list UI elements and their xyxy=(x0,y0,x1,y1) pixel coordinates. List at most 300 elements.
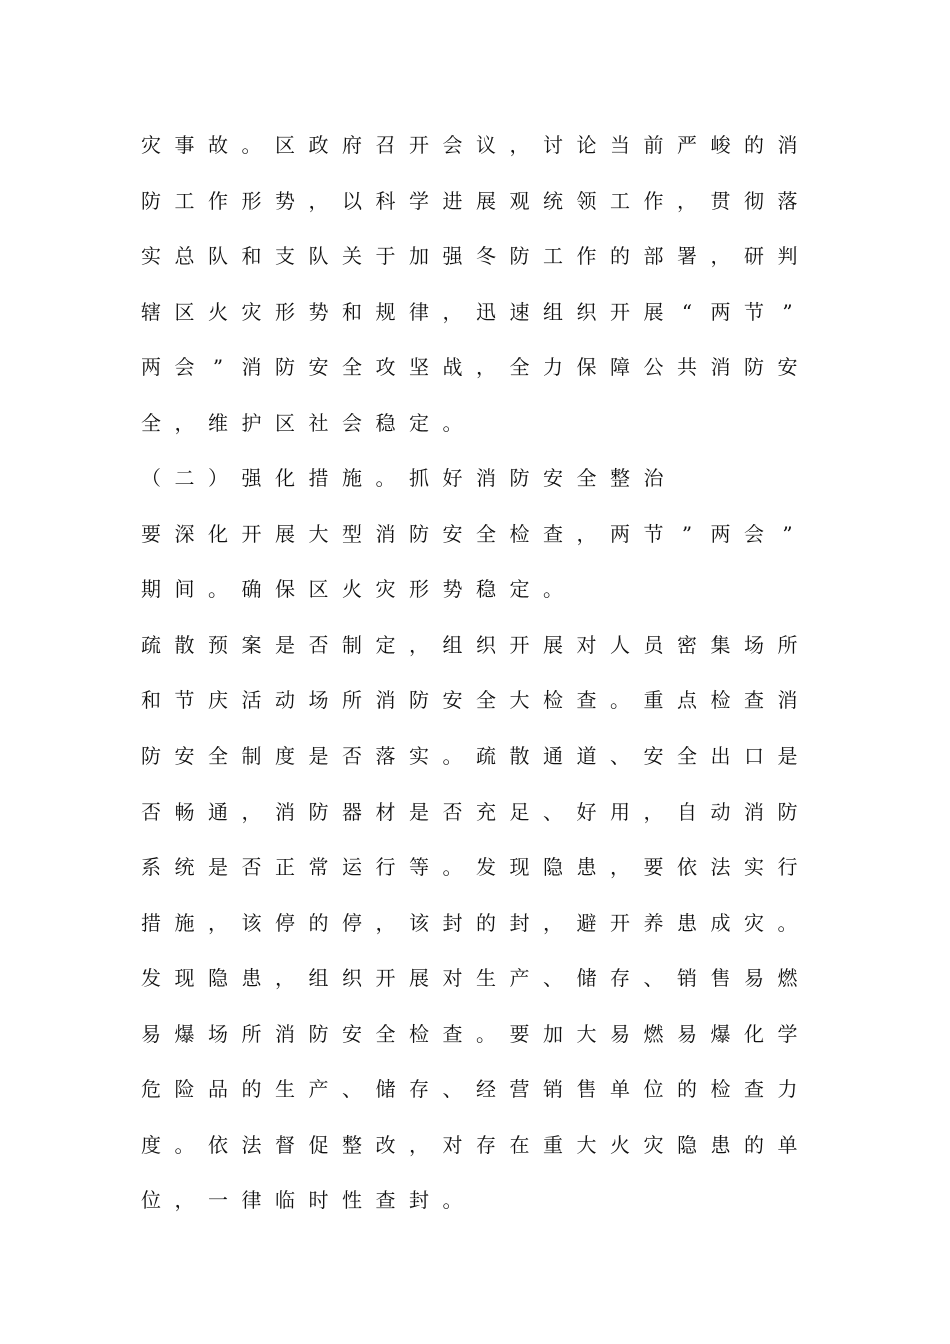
text-glyph: 的 xyxy=(610,244,630,268)
text-glyph: 、 xyxy=(643,966,664,990)
text-glyph: 。 xyxy=(208,577,228,601)
text-glyph: 存 xyxy=(409,1077,429,1101)
text-glyph: 。 xyxy=(442,744,463,768)
text-glyph: 生 xyxy=(275,1077,295,1101)
text-glyph: 用 xyxy=(610,800,630,824)
text-glyph: 、 xyxy=(610,744,630,768)
text-glyph: 危 xyxy=(141,1077,161,1101)
text-glyph: 销 xyxy=(677,966,697,990)
text-glyph: 案 xyxy=(241,633,262,657)
text-glyph: 改 xyxy=(375,1133,396,1157)
text-glyph: ， xyxy=(509,133,530,157)
text-glyph: 和 xyxy=(241,244,262,268)
text-glyph: 该 xyxy=(241,911,262,935)
text-glyph: 防 xyxy=(777,800,798,824)
text-glyph: 、 xyxy=(442,1077,463,1101)
text-glyph: ” xyxy=(782,522,793,546)
text-glyph: 消 xyxy=(710,355,731,379)
text-glyph: 节 xyxy=(744,300,764,324)
text-glyph: 。 xyxy=(777,911,798,935)
text-glyph: 落 xyxy=(375,744,396,768)
text-glyph: 统 xyxy=(174,855,195,879)
text-glyph: 消 xyxy=(375,522,396,546)
text-glyph: 峻 xyxy=(710,133,731,157)
text-glyph: 的 xyxy=(241,1077,262,1101)
text-glyph: 品 xyxy=(208,1077,228,1101)
text-glyph: 贯 xyxy=(710,189,731,213)
text-glyph: 对 xyxy=(442,966,463,990)
text-glyph: 进 xyxy=(442,189,463,213)
text-glyph: 会 xyxy=(442,133,463,157)
text-glyph: 重 xyxy=(643,688,664,712)
text-glyph: 疏 xyxy=(141,633,161,657)
text-glyph: 对 xyxy=(442,1133,463,1157)
text-glyph: 区 xyxy=(275,133,295,157)
text-glyph: 化 xyxy=(744,1022,764,1046)
text-glyph: 关 xyxy=(342,244,362,268)
text-glyph: 要 xyxy=(141,522,161,546)
text-glyph: 场 xyxy=(208,1022,228,1046)
text-glyph: 署 xyxy=(677,244,697,268)
text-glyph: 燃 xyxy=(643,1022,664,1046)
text-glyph: 。 xyxy=(442,855,463,879)
text-glyph: 消 xyxy=(476,466,496,490)
text-glyph: 检 xyxy=(710,688,731,712)
text-glyph: 发 xyxy=(141,966,161,990)
text-glyph: 社 xyxy=(308,411,329,435)
text-glyph: 材 xyxy=(375,800,396,824)
text-glyph: ， xyxy=(610,855,630,879)
text-glyph: 势 xyxy=(275,189,295,213)
text-glyph: 全 xyxy=(509,355,530,379)
text-glyph: 组 xyxy=(442,633,463,657)
text-glyph: 要 xyxy=(509,1022,530,1046)
text-glyph: 律 xyxy=(409,300,429,324)
text-glyph: 迅 xyxy=(476,300,496,324)
text-glyph: ， xyxy=(241,800,262,824)
text-glyph: 在 xyxy=(509,1133,530,1157)
text-glyph: 势 xyxy=(308,300,329,324)
text-glyph: 科 xyxy=(375,189,396,213)
text-glyph: 全 xyxy=(476,522,496,546)
text-glyph: 灾 xyxy=(744,911,764,935)
text-glyph: 节 xyxy=(643,522,664,546)
text-glyph: 好 xyxy=(442,466,463,490)
text-glyph: 。 xyxy=(442,1188,463,1212)
text-glyph: 消 xyxy=(275,800,295,824)
text-glyph: 爆 xyxy=(710,1022,731,1046)
text-glyph: 防 xyxy=(509,244,530,268)
text-glyph: 要 xyxy=(643,855,664,879)
text-glyph: 动 xyxy=(275,688,295,712)
text-glyph: 工 xyxy=(543,244,563,268)
text-glyph: 查 xyxy=(442,1022,463,1046)
text-glyph: 措 xyxy=(308,466,329,490)
text-glyph: 大 xyxy=(576,1133,597,1157)
text-glyph: 组 xyxy=(308,966,329,990)
text-glyph: 形 xyxy=(241,189,262,213)
text-glyph: 实 xyxy=(141,244,161,268)
text-glyph: 障 xyxy=(610,355,630,379)
text-glyph: 织 xyxy=(342,966,362,990)
text-glyph: 是 xyxy=(777,744,798,768)
text-glyph: 位 xyxy=(643,1077,664,1101)
text-glyph: 事 xyxy=(174,133,195,157)
text-glyph: 停 xyxy=(342,911,362,935)
text-glyph: 护 xyxy=(241,411,262,435)
text-glyph: 大 xyxy=(509,688,530,712)
text-glyph: 攻 xyxy=(375,355,396,379)
text-glyph: 化 xyxy=(208,522,228,546)
text-glyph: 口 xyxy=(744,744,764,768)
text-glyph: 燃 xyxy=(777,966,798,990)
text-glyph: 间 xyxy=(174,577,195,601)
text-glyph: 道 xyxy=(576,744,597,768)
text-glyph: 于 xyxy=(375,244,396,268)
text-glyph: 会 xyxy=(342,411,362,435)
text-glyph: 消 xyxy=(241,355,262,379)
text-glyph: 现 xyxy=(509,855,530,879)
text-glyph: 。 xyxy=(241,133,262,157)
text-glyph: 通 xyxy=(543,744,563,768)
text-glyph: 大 xyxy=(308,522,329,546)
text-glyph: 开 xyxy=(241,522,262,546)
text-glyph: 强 xyxy=(241,466,262,490)
text-glyph: 学 xyxy=(777,1022,798,1046)
text-glyph: 发 xyxy=(476,855,496,879)
text-glyph: 灾 xyxy=(141,133,161,157)
text-glyph: 该 xyxy=(409,911,429,935)
text-glyph: 场 xyxy=(744,633,764,657)
text-glyph: 灾 xyxy=(241,300,262,324)
text-glyph: ， xyxy=(677,189,697,213)
text-glyph: 消 xyxy=(375,688,396,712)
text-glyph: 经 xyxy=(476,1077,496,1101)
text-glyph: ， xyxy=(576,522,597,546)
text-glyph: 产 xyxy=(308,1077,329,1101)
text-glyph: 检 xyxy=(543,688,563,712)
text-glyph: ， xyxy=(543,911,563,935)
text-glyph: 停 xyxy=(275,911,295,935)
text-glyph: 产 xyxy=(509,966,530,990)
text-glyph: 强 xyxy=(442,244,463,268)
text-glyph: 防 xyxy=(409,522,429,546)
text-glyph: 消 xyxy=(744,800,764,824)
text-glyph: 点 xyxy=(677,688,697,712)
text-glyph: 加 xyxy=(543,1022,563,1046)
text-glyph: 稳 xyxy=(476,577,496,601)
text-glyph: 是 xyxy=(275,633,295,657)
text-glyph: 区 xyxy=(308,577,329,601)
text-glyph: 患 xyxy=(241,966,262,990)
text-glyph: 故 xyxy=(208,133,228,157)
text-glyph: 患 xyxy=(710,1133,731,1157)
text-glyph: 检 xyxy=(710,1077,731,1101)
text-glyph: 患 xyxy=(576,855,597,879)
text-glyph: 否 xyxy=(442,800,463,824)
text-glyph: 重 xyxy=(543,1133,563,1157)
text-glyph: 安 xyxy=(308,355,329,379)
text-glyph: 售 xyxy=(576,1077,597,1101)
text-glyph: 工 xyxy=(174,189,195,213)
text-glyph: 开 xyxy=(375,966,396,990)
text-glyph: 封 xyxy=(509,911,530,935)
text-glyph: 隐 xyxy=(543,855,563,879)
text-glyph: 好 xyxy=(576,800,597,824)
text-glyph: 防 xyxy=(275,355,295,379)
text-glyph: 依 xyxy=(677,855,697,879)
text-glyph: 是 xyxy=(208,855,228,879)
text-glyph: 开 xyxy=(409,133,429,157)
text-glyph: 府 xyxy=(342,133,362,157)
text-glyph: 患 xyxy=(677,911,697,935)
text-glyph: 养 xyxy=(643,911,664,935)
text-glyph: 的 xyxy=(476,911,496,935)
text-glyph: 支 xyxy=(275,244,295,268)
text-glyph: 易 xyxy=(141,1022,161,1046)
text-glyph: 火 xyxy=(342,577,362,601)
text-glyph: 判 xyxy=(777,244,798,268)
text-glyph: 速 xyxy=(509,300,530,324)
text-glyph: ） xyxy=(208,466,228,490)
text-glyph: 。 xyxy=(610,688,630,712)
text-glyph: ， xyxy=(476,355,496,379)
text-glyph: 隐 xyxy=(677,1133,697,1157)
text-glyph: 部 xyxy=(643,244,664,268)
text-glyph: 安 xyxy=(174,744,195,768)
text-glyph: 督 xyxy=(275,1133,295,1157)
text-glyph: 爆 xyxy=(174,1022,195,1046)
text-glyph: ， xyxy=(643,800,664,824)
text-glyph: 成 xyxy=(710,911,731,935)
text-glyph: 维 xyxy=(208,411,228,435)
text-glyph: ， xyxy=(375,911,396,935)
text-glyph: 二 xyxy=(174,466,195,490)
text-glyph: 防 xyxy=(509,466,530,490)
text-glyph: ， xyxy=(208,911,228,935)
text-glyph: 查 xyxy=(375,1188,396,1212)
text-glyph: 展 xyxy=(643,300,664,324)
text-glyph: 密 xyxy=(677,633,697,657)
text-glyph: 、 xyxy=(543,966,563,990)
text-glyph: 织 xyxy=(576,300,597,324)
text-glyph: 依 xyxy=(208,1133,228,1157)
text-glyph: 展 xyxy=(543,633,563,657)
text-glyph: 消 xyxy=(275,1022,295,1046)
text-glyph: 防 xyxy=(409,688,429,712)
text-glyph: 单 xyxy=(610,1077,630,1101)
text-glyph: 安 xyxy=(442,688,463,712)
text-glyph: 。 xyxy=(442,411,463,435)
text-glyph: 所 xyxy=(777,633,798,657)
text-glyph: 火 xyxy=(610,1133,630,1157)
text-glyph: 公 xyxy=(643,355,664,379)
text-glyph: 足 xyxy=(509,800,530,824)
text-glyph: 开 xyxy=(509,633,530,657)
text-glyph: 型 xyxy=(342,522,362,546)
text-glyph: 全 xyxy=(476,688,496,712)
text-glyph: 定 xyxy=(509,577,530,601)
text-glyph: 区 xyxy=(275,411,295,435)
text-glyph: 以 xyxy=(342,189,362,213)
text-glyph: ， xyxy=(174,411,195,435)
text-glyph: 查 xyxy=(744,688,764,712)
text-glyph: 安 xyxy=(442,522,463,546)
text-glyph: 集 xyxy=(710,633,731,657)
text-glyph: 所 xyxy=(342,688,362,712)
text-glyph: 查 xyxy=(543,522,563,546)
text-glyph: 行 xyxy=(777,855,798,879)
text-glyph: 加 xyxy=(409,244,429,268)
text-glyph: 封 xyxy=(409,1188,429,1212)
text-glyph: 法 xyxy=(241,1133,262,1157)
text-glyph: ， xyxy=(275,966,295,990)
text-glyph: 疏 xyxy=(476,744,496,768)
text-glyph: ， xyxy=(409,633,429,657)
text-glyph: 是 xyxy=(409,800,429,824)
text-glyph: 讨 xyxy=(543,133,563,157)
text-glyph: 作 xyxy=(208,189,228,213)
text-glyph: 两 xyxy=(710,300,731,324)
text-glyph: 前 xyxy=(643,133,664,157)
text-glyph: 安 xyxy=(342,1022,362,1046)
text-glyph: 当 xyxy=(610,133,630,157)
text-glyph: 否 xyxy=(308,633,329,657)
text-glyph: 严 xyxy=(677,133,697,157)
text-glyph: 现 xyxy=(174,966,195,990)
text-glyph: 冬 xyxy=(476,244,496,268)
text-glyph: 期 xyxy=(141,577,161,601)
text-glyph: 统 xyxy=(543,189,563,213)
text-glyph: ， xyxy=(710,244,731,268)
text-glyph: 防 xyxy=(141,189,161,213)
text-glyph: 生 xyxy=(476,966,496,990)
text-glyph: 对 xyxy=(576,633,597,657)
text-glyph: 稳 xyxy=(375,411,396,435)
text-glyph: 灾 xyxy=(643,1133,664,1157)
text-glyph: 队 xyxy=(308,244,329,268)
text-glyph: 领 xyxy=(576,189,597,213)
text-glyph: 的 xyxy=(308,911,329,935)
text-glyph: 行 xyxy=(375,855,396,879)
text-glyph: 区 xyxy=(174,300,195,324)
text-glyph: 制 xyxy=(342,633,362,657)
text-glyph: 促 xyxy=(308,1133,329,1157)
text-glyph: 全 xyxy=(677,744,697,768)
text-glyph: 隐 xyxy=(208,966,228,990)
text-glyph: 展 xyxy=(409,966,429,990)
text-glyph: 散 xyxy=(174,633,195,657)
text-glyph: 形 xyxy=(409,577,429,601)
text-glyph: ， xyxy=(174,1188,195,1212)
text-glyph: 畅 xyxy=(174,800,195,824)
text-glyph: 深 xyxy=(174,522,195,546)
text-glyph: 通 xyxy=(208,800,228,824)
text-glyph: 系 xyxy=(141,855,161,879)
text-glyph: 活 xyxy=(241,688,262,712)
text-glyph: 人 xyxy=(610,633,630,657)
text-glyph: 律 xyxy=(241,1188,262,1212)
text-glyph: 规 xyxy=(375,300,396,324)
text-glyph: 定 xyxy=(375,633,396,657)
text-glyph: 单 xyxy=(777,1133,798,1157)
text-glyph: 开 xyxy=(610,300,630,324)
text-glyph: 、 xyxy=(543,800,563,824)
text-glyph: 整 xyxy=(342,1133,362,1157)
text-glyph: 论 xyxy=(576,133,597,157)
text-glyph: 确 xyxy=(241,577,262,601)
text-glyph: 和 xyxy=(342,300,362,324)
text-glyph: 火 xyxy=(208,300,228,324)
text-glyph: 保 xyxy=(576,355,597,379)
text-glyph: 员 xyxy=(643,633,664,657)
text-glyph: 位 xyxy=(141,1188,161,1212)
text-glyph: 全 xyxy=(141,411,161,435)
text-glyph: 。 xyxy=(174,1133,195,1157)
text-glyph: 作 xyxy=(576,244,597,268)
text-glyph: 预 xyxy=(208,633,228,657)
text-glyph: ” xyxy=(212,355,224,379)
text-glyph: ， xyxy=(409,1133,429,1157)
text-glyph: 。 xyxy=(543,577,563,601)
text-glyph: 储 xyxy=(375,1077,396,1101)
text-glyph: 是 xyxy=(308,744,329,768)
text-glyph: 保 xyxy=(275,577,295,601)
text-glyph: 实 xyxy=(744,855,764,879)
text-glyph: 化 xyxy=(275,466,295,490)
text-glyph: 两 xyxy=(610,522,630,546)
text-glyph: 定 xyxy=(409,411,429,435)
text-glyph: 全 xyxy=(208,744,228,768)
text-glyph: 易 xyxy=(610,1022,630,1046)
text-glyph: 所 xyxy=(241,1022,262,1046)
text-glyph: 大 xyxy=(576,1022,597,1046)
text-glyph: 工 xyxy=(610,189,630,213)
text-glyph: 等 xyxy=(409,855,429,879)
text-glyph: ” xyxy=(782,300,793,324)
text-glyph: 消 xyxy=(777,688,798,712)
text-glyph: 法 xyxy=(710,855,731,879)
text-glyph: 彻 xyxy=(744,189,764,213)
text-glyph: 会 xyxy=(174,355,195,379)
text-glyph: 的 xyxy=(677,1077,697,1101)
text-glyph: 展 xyxy=(476,189,496,213)
text-glyph: 力 xyxy=(543,355,563,379)
text-glyph: 运 xyxy=(342,855,362,879)
text-glyph: 制 xyxy=(241,744,262,768)
text-glyph: 安 xyxy=(543,466,563,490)
text-glyph: 抓 xyxy=(409,466,429,490)
text-glyph: 、 xyxy=(342,1077,362,1101)
text-glyph: 整 xyxy=(610,466,630,490)
text-glyph: 时 xyxy=(308,1188,329,1212)
text-glyph: 安 xyxy=(643,744,664,768)
text-glyph: 防 xyxy=(744,355,764,379)
text-glyph: 的 xyxy=(744,133,764,157)
text-glyph: 动 xyxy=(710,800,731,824)
text-glyph: 全 xyxy=(576,466,597,490)
text-glyph: 节 xyxy=(174,688,195,712)
text-glyph: 检 xyxy=(509,522,530,546)
text-glyph: 一 xyxy=(208,1188,228,1212)
text-glyph: 售 xyxy=(710,966,731,990)
text-glyph: 检 xyxy=(409,1022,429,1046)
text-glyph: 险 xyxy=(174,1077,195,1101)
text-glyph: 全 xyxy=(342,355,362,379)
text-glyph: 。 xyxy=(375,466,396,490)
text-glyph: 度 xyxy=(275,744,295,768)
text-glyph: 庆 xyxy=(208,688,228,712)
